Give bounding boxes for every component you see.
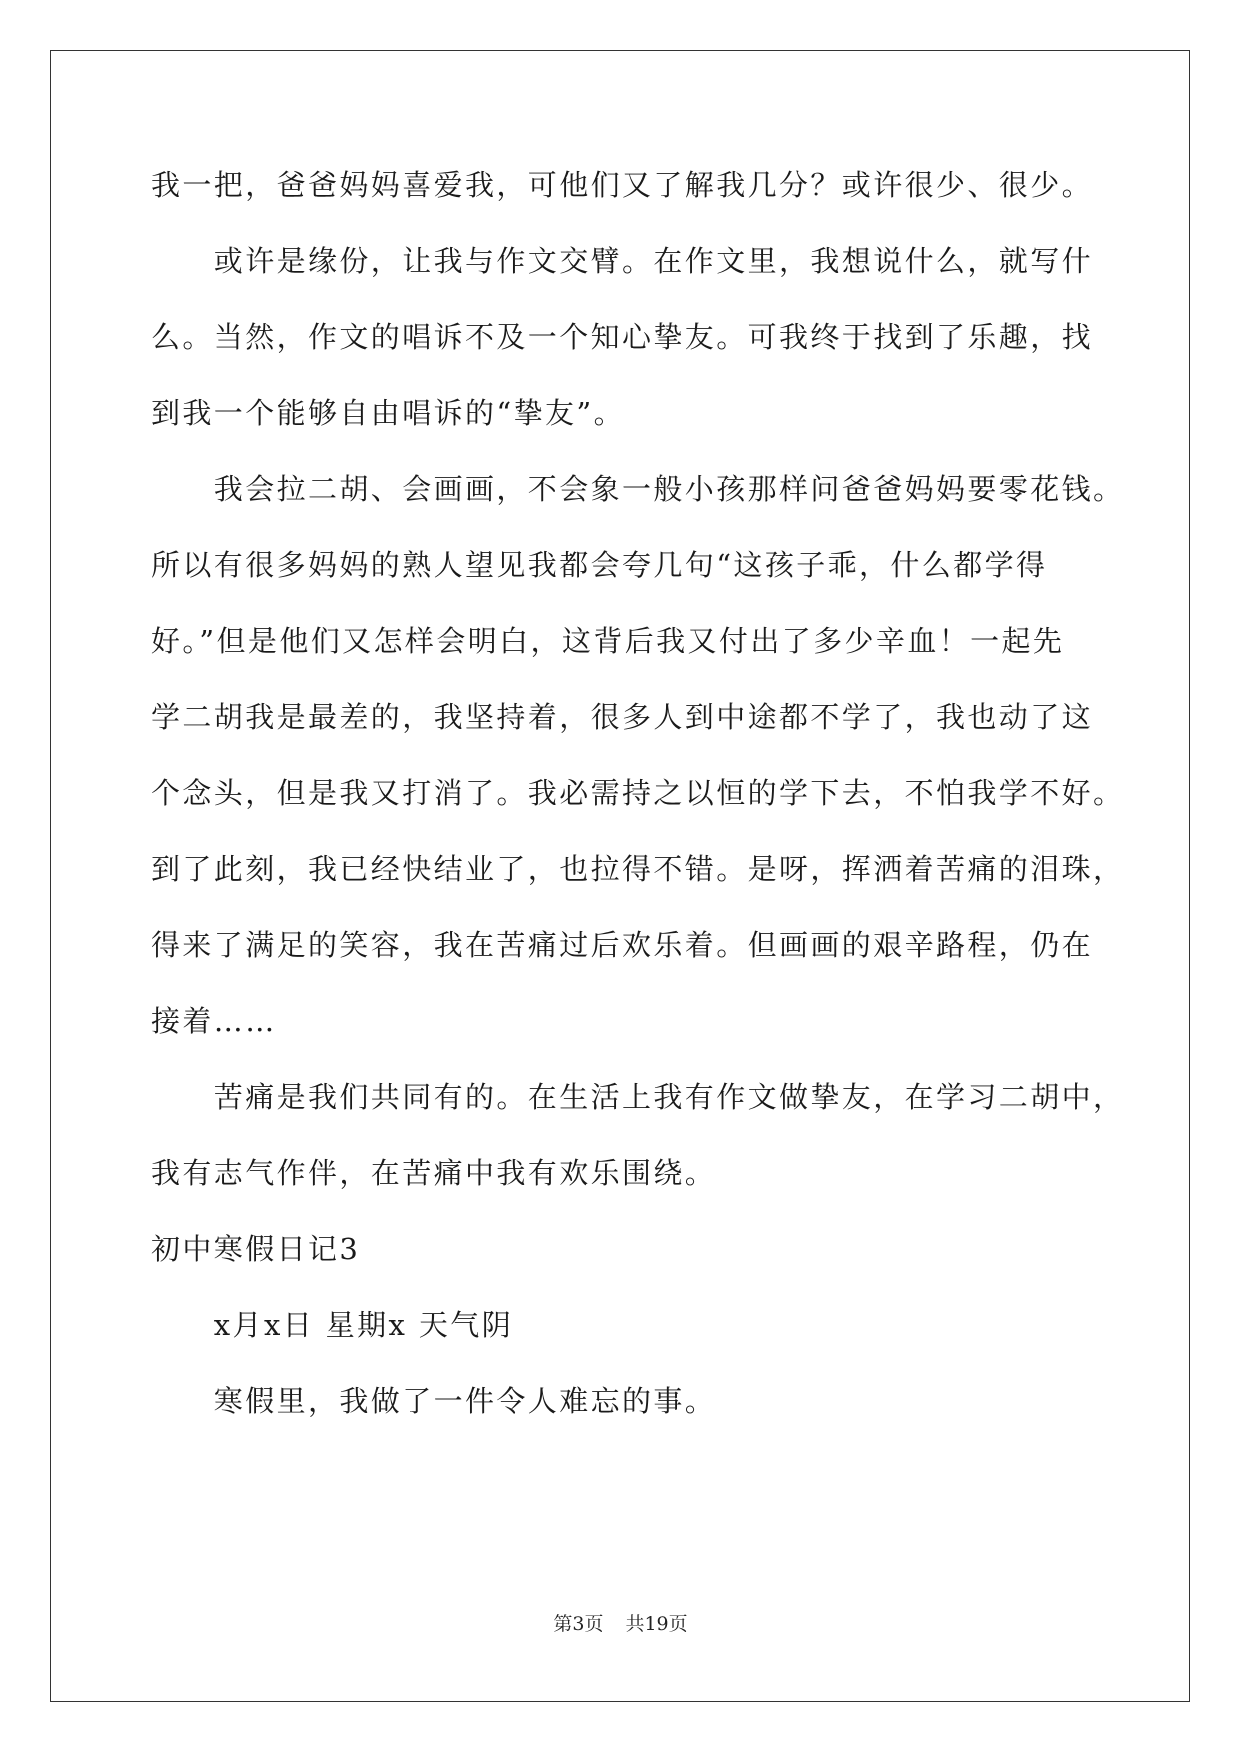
date-line: x月x日 星期x 天气阴 — [151, 1308, 514, 1342]
text-line: 么。当然，作文的唱诉不及一个知心挚友。可我终于找到了乐趣，找 — [151, 320, 1094, 354]
text-line: 或许是缘份，让我与作文交臂。在作文里，我想说什么，就写什 — [151, 244, 1094, 278]
text-line: 到了此刻，我已经快结业了，也拉得不错。是呀，挥洒着苦痛的泪珠， — [151, 852, 1125, 886]
section-heading: 初中寒假日记3 — [151, 1232, 361, 1266]
text-line: 寒假里，我做了一件令人难忘的事。 — [151, 1384, 717, 1418]
text-line: 个念头，但是我又打消了。我必需持之以恒的学下去，不怕我学不好。 — [151, 776, 1125, 810]
text-line: 好。”但是他们又怎样会明白，这背后我又付出了多少辛血！一起先 — [151, 624, 1065, 658]
text-line: 我有志气作伴，在苦痛中我有欢乐围绕。 — [151, 1156, 717, 1190]
text-line: 苦痛是我们共同有的。在生活上我有作文做挚友，在学习二胡中， — [151, 1080, 1125, 1114]
text-line: 到我一个能够自由唱诉的“挚友”。 — [151, 396, 626, 430]
text-line: 学二胡我是最差的，我坚持着，很多人到中途都不学了，我也动了这 — [151, 700, 1094, 734]
text-line: 接着…… — [151, 1004, 277, 1038]
text-line: 我一把，爸爸妈妈喜爱我，可他们又了解我几分？或许很少、很少。 — [151, 168, 1094, 202]
page-footer — [0, 1612, 1241, 1636]
text-line: 所以有很多妈妈的熟人望见我都会夸几句“这孩子乖，什么都学得 — [151, 548, 1048, 582]
page-number: 第3页 — [553, 1613, 604, 1635]
text-line: 得来了满足的笑容，我在苦痛过后欢乐着。但画画的艰辛路程，仍在 — [151, 928, 1094, 962]
page-total: 共19页 — [625, 1613, 688, 1635]
text-line: 我会拉二胡、会画画，不会象一般小孩那样问爸爸妈妈要零花钱。 — [151, 472, 1125, 506]
